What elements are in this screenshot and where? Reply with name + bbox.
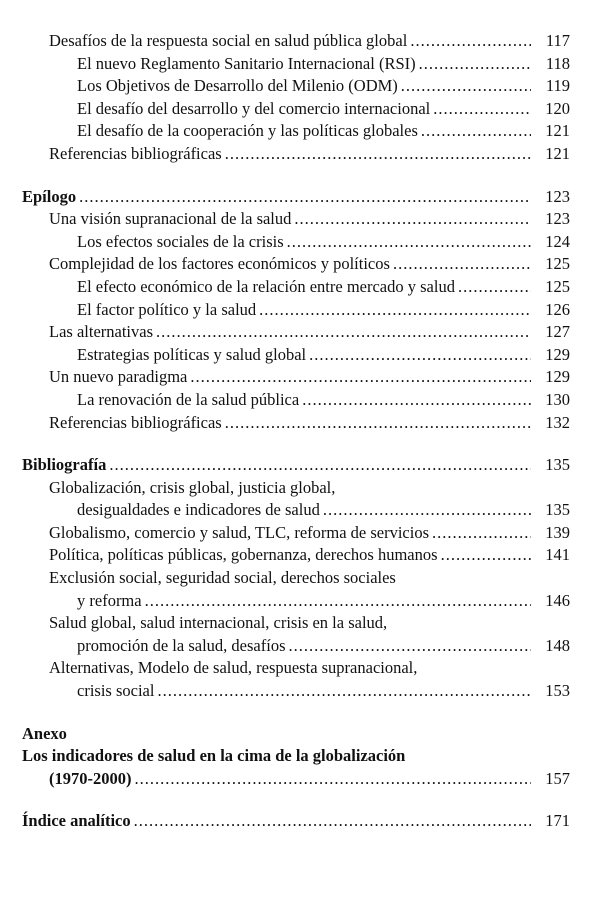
toc-entry-title: desigualdades e indicadores de salud <box>77 500 320 520</box>
toc-chapter-title: Índice analítico <box>22 811 131 831</box>
toc-entry <box>22 635 570 658</box>
toc-chapter-page: 171 <box>545 811 570 831</box>
dot-leader <box>401 75 531 98</box>
dot-leader <box>410 30 531 53</box>
toc-entry-page: 123 <box>545 209 570 229</box>
dot-leader <box>134 810 531 833</box>
toc-entry-page: 132 <box>545 412 570 432</box>
toc-entry-page: 153 <box>545 681 570 701</box>
toc-entry-page: 130 <box>545 389 570 409</box>
table-of-contents <box>22 30 570 833</box>
dot-leader <box>145 590 531 613</box>
toc-entry <box>22 321 570 344</box>
dot-leader <box>287 231 531 254</box>
anexo-label: Anexo <box>22 723 67 743</box>
toc-entry-title: Las alternativas <box>49 322 153 342</box>
toc-entry-page: 148 <box>545 635 570 655</box>
toc-entry <box>22 389 570 412</box>
section-gap <box>22 703 570 723</box>
section-gap <box>22 166 570 186</box>
toc-entry-title: Referencias bibliográficas <box>49 412 222 432</box>
toc-entry-page: 119 <box>545 76 570 96</box>
toc-entry <box>22 366 570 389</box>
toc-entry-page: 118 <box>545 53 570 73</box>
toc-chapter-title: Epílogo <box>22 186 77 206</box>
toc-entry-title: y reforma <box>77 590 142 610</box>
dot-leader <box>302 389 531 412</box>
toc-entry-page: 125 <box>545 254 570 274</box>
dot-leader <box>109 454 531 477</box>
toc-entry <box>22 253 570 276</box>
dot-leader <box>441 544 531 567</box>
dot-leader <box>294 208 531 231</box>
dot-leader <box>157 680 531 703</box>
toc-entry <box>22 680 570 703</box>
toc-entry <box>22 544 570 567</box>
toc-entry <box>22 120 570 143</box>
toc-entry-title: El efecto económico de la relación entre mercado y salud <box>77 276 455 296</box>
toc-entry-title: Globalismo, comercio y salud, TLC, reforma de servicios <box>49 522 430 542</box>
dot-leader <box>432 522 531 545</box>
toc-entry-line1: Salud global, salud internacional, crisis en la salud, <box>49 613 388 633</box>
toc-chapter-bibliografia <box>22 454 570 477</box>
toc-entry-page: 124 <box>545 231 570 251</box>
dot-leader <box>225 143 531 166</box>
dot-leader <box>134 768 531 791</box>
toc-entry <box>22 499 570 522</box>
dot-leader <box>433 98 531 121</box>
toc-entry-title: promoción de la salud, desafíos <box>77 635 286 655</box>
toc-chapter-page: 157 <box>545 768 570 788</box>
section-gap <box>22 790 570 810</box>
toc-entry-title: Estrategias políticas y salud global <box>77 344 307 364</box>
toc-entry-page: 129 <box>545 367 570 387</box>
toc-entry-title: El nuevo Reglamento Sanitario Internacional (RSI) <box>77 53 416 73</box>
toc-chapter-title: Bibliografía <box>22 455 107 475</box>
toc-entry-page: 141 <box>545 545 570 565</box>
toc-entry-title: Referencias bibliográficas <box>49 143 222 163</box>
toc-entry <box>22 53 570 76</box>
toc-entry-title: Una visión supranacional de la salud <box>49 209 292 229</box>
toc-entry <box>22 30 570 53</box>
toc-entry-page: 121 <box>545 143 570 163</box>
toc-entry <box>22 231 570 254</box>
dot-leader <box>323 499 531 522</box>
toc-entry <box>22 143 570 166</box>
toc-entry-line1: Globalización, crisis global, justicia global, <box>49 477 336 497</box>
toc-entry-title: El desafío de la cooperación y las políticas globales <box>77 121 418 141</box>
anexo-title-line1: Los indicadores de salud en la cima de la globalización <box>22 746 406 766</box>
toc-entry-title: crisis social <box>77 681 155 701</box>
toc-entry <box>22 522 570 545</box>
toc-entry-page: 129 <box>545 344 570 364</box>
toc-entry-page: 127 <box>545 322 570 342</box>
toc-entry-title: Los efectos sociales de la crisis <box>77 231 284 251</box>
dot-leader <box>393 253 531 276</box>
section-gap <box>22 434 570 454</box>
dot-leader <box>79 186 531 209</box>
toc-entry <box>22 344 570 367</box>
toc-entry <box>22 276 570 299</box>
toc-entry-page: 126 <box>545 299 570 319</box>
toc-entry-title: La renovación de la salud pública <box>77 389 300 409</box>
toc-entry-page: 139 <box>545 522 570 542</box>
toc-entry-title: El factor político y la salud <box>77 299 257 319</box>
toc-entry-page: 125 <box>545 276 570 296</box>
toc-chapter-anexo <box>22 768 570 791</box>
toc-entry-line1: Exclusión social, seguridad social, derechos sociales <box>49 568 396 588</box>
toc-entry-page: 121 <box>545 121 570 141</box>
dot-leader <box>421 120 531 143</box>
toc-entry-page: 135 <box>545 500 570 520</box>
dot-leader <box>156 321 531 344</box>
toc-entry-title: El desafío del desarrollo y del comercio internacional <box>77 98 431 118</box>
dot-leader <box>225 412 531 435</box>
toc-entry-page: 146 <box>545 590 570 610</box>
toc-chapter-page: 123 <box>545 186 570 206</box>
toc-entry-page: 117 <box>545 31 570 50</box>
toc-entry-title: Política, políticas públicas, gobernanza, derechos humanos <box>49 545 438 565</box>
toc-chapter-indice <box>22 810 570 833</box>
toc-entry-title: Un nuevo paradigma <box>49 367 188 387</box>
dot-leader <box>309 344 531 367</box>
toc-entry <box>22 299 570 322</box>
dot-leader <box>289 635 532 658</box>
toc-entry-line1: Alternativas, Modelo de salud, respuesta supranacional, <box>49 658 418 678</box>
toc-entry <box>22 98 570 121</box>
toc-entry <box>22 75 570 98</box>
toc-entry-title: Complejidad de los factores económicos y políticos <box>49 254 390 274</box>
dot-leader <box>458 276 531 299</box>
toc-chapter-title: (1970-2000) <box>49 768 132 788</box>
toc-entry-page: 120 <box>545 98 570 118</box>
toc-entry <box>22 412 570 435</box>
toc-chapter-epilogo <box>22 186 570 209</box>
toc-entry <box>22 208 570 231</box>
dot-leader <box>419 53 531 76</box>
dot-leader <box>190 366 531 389</box>
toc-entry <box>22 590 570 613</box>
toc-entry-title: Los Objetivos de Desarrollo del Milenio (ODM) <box>77 76 398 96</box>
toc-entry-title: Desafíos de la respuesta social en salud pública global <box>49 31 408 50</box>
dot-leader <box>259 299 531 322</box>
toc-chapter-page: 135 <box>545 455 570 475</box>
